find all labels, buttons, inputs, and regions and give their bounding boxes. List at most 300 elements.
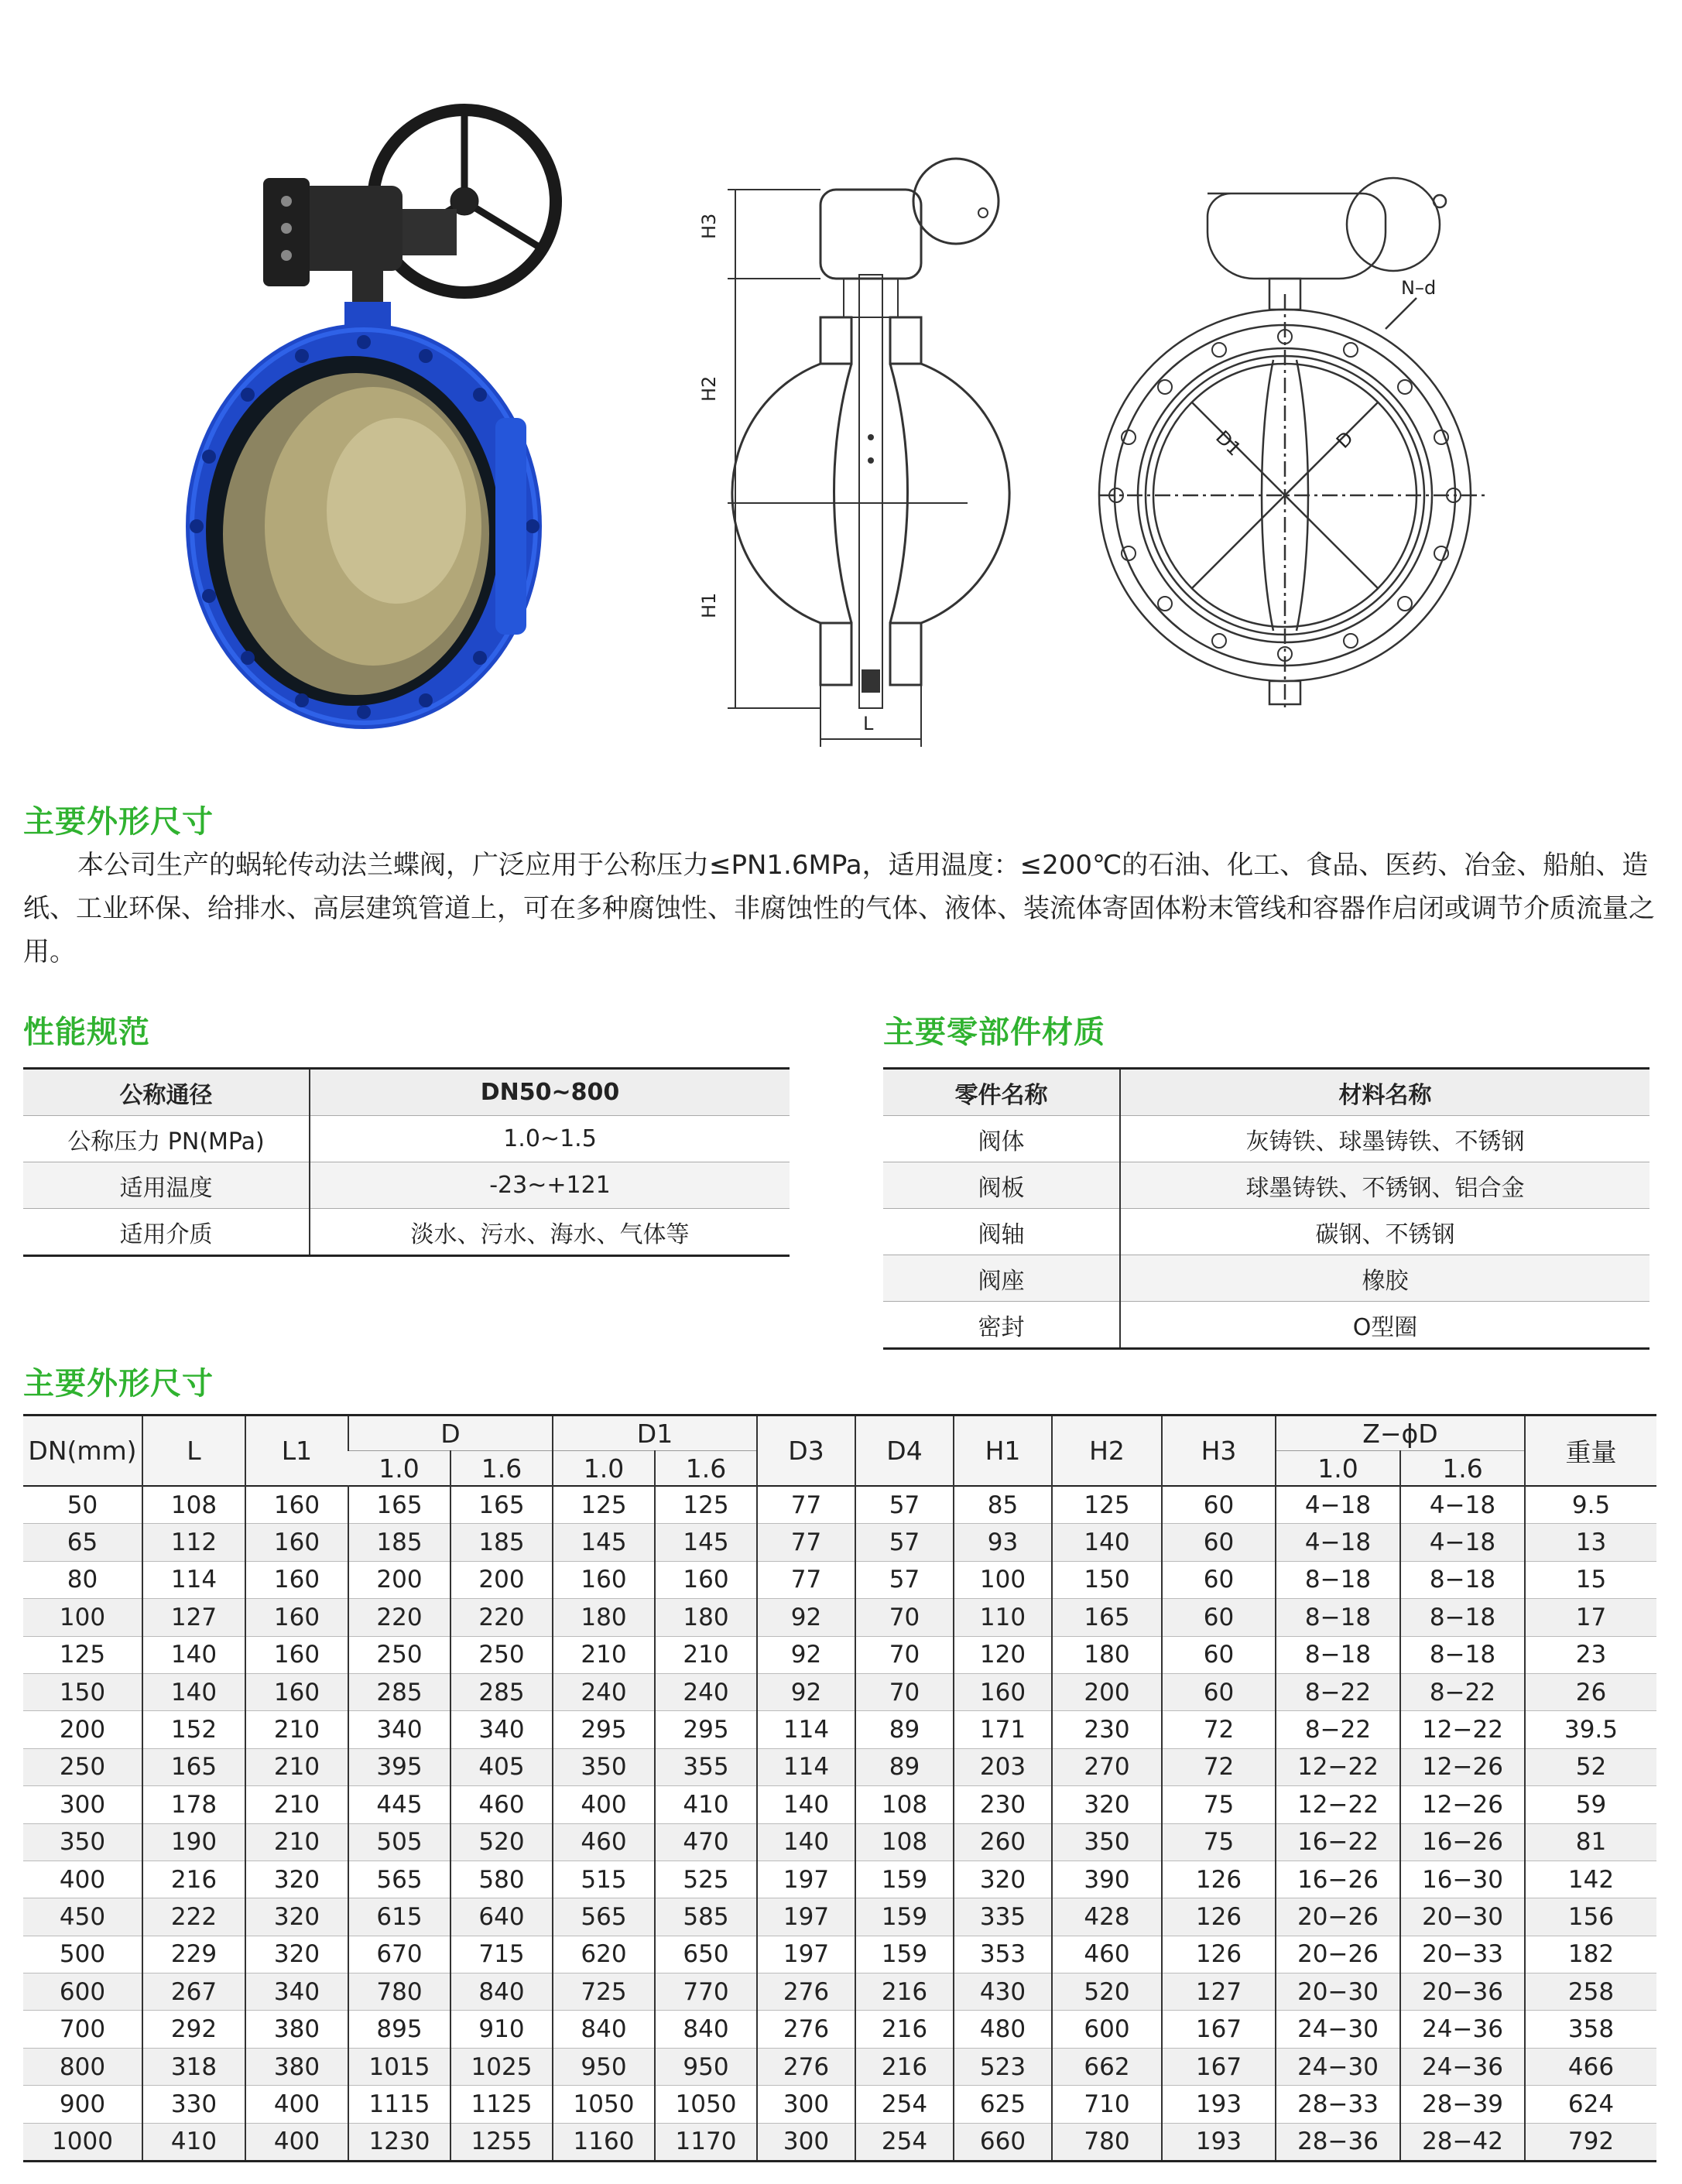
dimension-cell: 13 [1525,1524,1656,1561]
dimension-cell: 92 [757,1599,855,1636]
dimension-cell: 340 [450,1711,553,1748]
table-row [883,1302,1649,1349]
dimension-cell: 350 [23,1823,142,1861]
dimension-cell: 60 [1162,1673,1276,1710]
dimension-cell: 178 [142,1786,245,1823]
dimension-cell: 159 [855,1861,954,1898]
dimension-cell: 240 [655,1673,757,1710]
dimension-cell: 16−26 [1276,1861,1400,1898]
performance-cell: 适用温度 [23,1162,310,1209]
dimension-cell: 800 [23,2048,142,2085]
dimension-cell: 75 [1162,1823,1276,1861]
dimension-cell: 428 [1052,1898,1162,1936]
table-row [883,1162,1649,1209]
table-row [883,1255,1649,1302]
col-zd-10: 1.0 [1276,1451,1400,1487]
dimension-cell: 250 [348,1636,450,1673]
dimension-cell: 24−30 [1276,2011,1400,2048]
dimension-cell: 182 [1525,1936,1656,1973]
dimension-cell: 210 [245,1786,348,1823]
dimension-cell: 167 [1162,2048,1276,2085]
dimension-cell: 350 [1052,1823,1162,1861]
dimension-cell: 110 [954,1599,1052,1636]
dimension-cell: 197 [757,1898,855,1936]
intro-title: 主要外形尺寸 [23,804,214,840]
dimension-cell: 193 [1162,2086,1276,2123]
dimension-cell: 450 [23,1898,142,1936]
dimension-cell: 276 [757,2048,855,2085]
dimension-cell: 80 [67,1566,98,1594]
dimension-cell: 203 [954,1748,1052,1785]
dimension-cell: 72 [1162,1748,1276,1785]
dimension-cell: 114 [757,1711,855,1748]
dimension-cell: 405 [450,1748,553,1785]
dimension-cell: 20−26 [1276,1898,1400,1936]
dimension-cell: 4−18 [1400,1524,1525,1561]
dimension-cell: 17 [1525,1599,1656,1636]
dimension-cell: 77 [757,1561,855,1598]
dimension-cell: 780 [1052,2123,1162,2161]
dimension-cell: 57 [855,1561,954,1598]
materials-cell: O型圈 [1120,1302,1649,1349]
table-row [883,1209,1649,1255]
dimension-cell: 1125 [450,2086,553,2123]
dimension-cell: 662 [1052,2048,1162,2085]
dimension-cell: 625 [954,2086,1052,2123]
dimension-cell: 200 [348,1561,450,1598]
dimension-cell: 108 [855,1786,954,1823]
dimension-cell: 276 [757,2011,855,2048]
dimension-cell: 700 [59,2015,106,2044]
dimension-cell: 89 [855,1711,954,1748]
materials-cell: 球墨铸铁、不锈钢、铝合金 [1120,1162,1649,1209]
col-zd: Z−ϕD [1276,1415,1525,1451]
dimensions-title: 主要外形尺寸 [23,1366,214,1402]
dimension-cell: 126 [1162,1936,1276,1973]
dimension-cell: 159 [855,1936,954,1973]
materials-cell: 阀轴 [978,1220,1025,1248]
dimension-cell: 335 [954,1898,1052,1936]
dimension-cell: 28−39 [1400,2086,1525,2123]
dimension-cell: 780 [348,1973,450,2011]
dimension-cell: 400 [245,2123,348,2161]
col-d1-10: 1.0 [553,1451,655,1487]
dimension-cell: 160 [245,1673,348,1710]
table-row [23,1898,1656,1936]
dimension-cell: 93 [954,1524,1052,1561]
dimension-cell: 1255 [450,2123,553,2161]
dimension-cell: 60 [1162,1524,1276,1561]
dimension-cell: 725 [553,1973,655,2011]
dimension-cell: 216 [855,1973,954,2011]
dimension-cell: 400 [59,1865,106,1894]
dimension-cell: 200 [59,1716,106,1744]
dimension-cell: 585 [655,1898,757,1936]
dimension-cell: 320 [1052,1786,1162,1823]
dimension-cell: 9.5 [1525,1486,1656,1524]
dimension-cell: 210 [245,1711,348,1748]
dimension-cell: 1115 [348,2086,450,2123]
performance-header-value: DN50~800 [310,1069,790,1116]
table-row [23,2086,1656,2123]
dimension-cell: 160 [245,1561,348,1598]
dimension-cell: 523 [954,2048,1052,2085]
dimension-cell: 410 [655,1786,757,1823]
dimension-cell: 460 [450,1786,553,1823]
dimension-cell: 127 [1162,1973,1276,2011]
dimension-cell: 300 [757,2123,855,2161]
dimension-cell: 230 [1052,1711,1162,1748]
table-row [23,1599,1656,1636]
dimension-cell: 92 [757,1636,855,1673]
dimension-cell: 624 [1525,2086,1656,2123]
dimension-cell: 216 [142,1861,245,1898]
dimension-cell: 165 [1052,1599,1162,1636]
dimension-cell: 167 [1162,2011,1276,2048]
dimension-cell: 20−36 [1400,1973,1525,2011]
dimension-cell: 165 [348,1486,450,1524]
materials-cell: 阀座 [883,1255,1120,1302]
dimension-cell: 180 [1052,1636,1162,1673]
dimension-cell: 660 [954,2123,1052,2161]
dimension-cell: 840 [553,2011,655,2048]
col-d: D [348,1415,553,1451]
dimension-cell: 70 [855,1636,954,1673]
dimension-cell: 160 [245,1486,348,1524]
dimension-cell: 254 [855,2123,954,2161]
dimension-cell: 12−22 [1276,1786,1400,1823]
dimension-cell: 8−22 [1400,1673,1525,1710]
dimension-cell: 140 [757,1786,855,1823]
dimension-cell: 210 [655,1636,757,1673]
dimension-cell: 950 [553,2048,655,2085]
materials-cell: 碳钢、不锈钢 [1120,1209,1649,1255]
dimension-cell: 210 [245,1748,348,1785]
materials-title: 主要零部件材质 [883,1015,1105,1050]
dimension-cell: 520 [450,1823,553,1861]
dimension-cell: 12−22 [1400,1711,1525,1748]
dimensions-table [23,1414,1656,2162]
dimension-cell: 8−22 [1276,1673,1400,1710]
table-row [23,1209,790,1256]
dimension-cell: 200 [450,1561,553,1598]
dimension-cell: 267 [142,1973,245,2011]
dimension-cell: 515 [553,1861,655,1898]
dimension-cell: 229 [142,1936,245,1973]
side-section-drawing [698,174,991,755]
dimension-cell: 140 [757,1823,855,1861]
dimensions-body [23,1486,1656,2162]
dimension-cell: 1050 [655,2086,757,2123]
dimension-cell: 216 [855,2048,954,2085]
dimension-cell: 770 [655,1973,757,2011]
dimension-cell: 57 [855,1524,954,1561]
dimension-cell: 350 [553,1748,655,1785]
dimension-cell: 140 [142,1673,245,1710]
dimension-cell: 1170 [655,2123,757,2161]
dimension-cell: 152 [142,1711,245,1748]
dimension-cell: 565 [348,1861,450,1898]
dimension-cell: 792 [1525,2123,1656,2161]
dimension-cell: 108 [142,1486,245,1524]
col-d-16: 1.6 [450,1451,553,1487]
dimension-cell: 145 [553,1524,655,1561]
dimension-cell: 620 [553,1936,655,1973]
dimension-cell: 565 [553,1898,655,1936]
dimension-cell: 190 [142,1823,245,1861]
table-row [23,1786,1656,1823]
dimension-cell: 520 [1052,1973,1162,2011]
dimension-cell: 295 [655,1711,757,1748]
dimension-cell: 210 [553,1636,655,1673]
dimension-cell: 8−18 [1400,1561,1525,1598]
dimension-cell: 670 [348,1936,450,1973]
col-d1: D1 [553,1415,757,1451]
dimension-cell: 65 [23,1524,142,1561]
dimension-cell: 840 [450,1973,553,2011]
dimension-cell: 254 [855,2086,954,2123]
dimension-cell: 160 [245,1524,348,1561]
dimension-cell: 260 [954,1823,1052,1861]
dimension-cell: 108 [855,1823,954,1861]
dimension-cell: 171 [954,1711,1052,1748]
performance-cell: 公称压力 PN(MPa) [67,1128,265,1155]
dimension-cell: 600 [23,1973,142,2011]
dimension-cell: 142 [1525,1861,1656,1898]
dimension-cell: 8−18 [1400,1636,1525,1673]
dimension-cell: 250 [450,1636,553,1673]
col-h2: H2 [1052,1415,1162,1487]
dimension-cell: 4−18 [1400,1486,1525,1524]
dimension-cell: 460 [553,1823,655,1861]
col-d3: D3 [757,1415,855,1487]
dimension-cell: 1000 [23,2123,142,2161]
dimension-cell: 180 [553,1599,655,1636]
dimension-cell: 292 [142,2011,245,2048]
dimension-cell: 285 [348,1673,450,1710]
dimension-cell: 710 [1052,2086,1162,2123]
dimension-cell: 12−26 [1400,1748,1525,1785]
dimension-cell: 505 [348,1823,450,1861]
dimension-cell: 400 [553,1786,655,1823]
dimension-cell: 125 [59,1641,106,1669]
dimension-cell: 114 [757,1748,855,1785]
dimension-cell: 125 [1052,1486,1162,1524]
dimension-cell: 1160 [553,2123,655,2161]
dimension-cell: 200 [1052,1673,1162,1710]
dimension-cell: 910 [450,2011,553,2048]
dimension-cell: 340 [245,1973,348,2011]
dimension-cell: 8−22 [1276,1711,1400,1748]
col-dn: DN(mm) [23,1415,142,1487]
dimension-cell: 16−30 [1400,1861,1525,1898]
dimension-cell: 70 [855,1599,954,1636]
d1-label: D1 [1211,426,1245,460]
dimension-cell: 112 [142,1524,245,1561]
dimension-cell: 230 [954,1786,1052,1823]
dimension-cell: 72 [1162,1711,1276,1748]
dimension-cell: 59 [1525,1786,1656,1823]
dimension-cell: 120 [954,1636,1052,1673]
dimension-cell: 1015 [348,2048,450,2085]
dimension-cell: 89 [855,1748,954,1785]
dimension-cell: 222 [142,1898,245,1936]
dimension-cell: 470 [655,1823,757,1861]
table-row [883,1116,1649,1162]
col-h1: H1 [954,1415,1052,1487]
dimension-cell: 26 [1525,1673,1656,1710]
dimension-cell: 16−26 [1400,1823,1525,1861]
dimension-cell: 77 [757,1524,855,1561]
dimension-cell: 24−36 [1400,2011,1525,2048]
table-row [23,1823,1656,1861]
dimension-cell: 240 [553,1673,655,1710]
intro-text: 本公司生产的蜗轮传动法兰蝶阀，广泛应用于公称压力≤PN1.6MPa，适用温度：≤200℃的石油、化工、食品、医药、冶金、船舶、造纸、工业环保、给排水、高层建筑管道上，可在多种腐蚀性、非腐蚀性的气体、液体、装流体寄固体粉末管线和容器作启闭或调节介质流量之用。 [23,850,1655,967]
dimension-cell: 165 [450,1486,553,1524]
dimension-cell: 340 [348,1711,450,1748]
dimension-cell: 8−18 [1276,1636,1400,1673]
materials-cell: 阀体 [978,1128,1025,1155]
dimension-cell: 77 [757,1486,855,1524]
dimension-cell: 258 [1525,1973,1656,2011]
table-row [23,1973,1656,2011]
valve-photo [170,93,573,727]
dimension-cell: 320 [245,1861,348,1898]
dimension-cell: 4−18 [1276,1524,1400,1561]
materials-header-material: 材料名称 [1120,1069,1649,1116]
front-view-drawing [1084,139,1502,727]
dimension-cell: 395 [348,1748,450,1785]
performance-cell: 1.0~1.5 [310,1116,790,1162]
dimension-cell: 380 [245,2048,348,2085]
dimension-cell: 23 [1525,1636,1656,1673]
dimension-cell: 70 [855,1673,954,1710]
dimension-cell: 640 [450,1898,553,1936]
dimension-cell: 60 [1162,1636,1276,1673]
dimension-cell: 20−30 [1400,1898,1525,1936]
dimension-cell: 895 [348,2011,450,2048]
dimension-cell: 126 [1162,1898,1276,1936]
dimension-cell: 140 [1052,1524,1162,1561]
dimension-cell: 150 [1052,1561,1162,1598]
materials-cell: 灰铸铁、球墨铸铁、不锈钢 [1120,1116,1649,1162]
col-h3: H3 [1162,1415,1276,1487]
dimension-cell: 180 [655,1599,757,1636]
dimension-cell: 75 [1162,1786,1276,1823]
dimension-cell: 28−33 [1276,2086,1400,2123]
materials-cell: 阀板 [883,1162,1120,1209]
dimension-cell: 159 [855,1898,954,1936]
table-row [23,1936,1656,1973]
dimension-cell: 60 [1162,1599,1276,1636]
performance-cell: -23~+121 [310,1162,790,1209]
dimension-cell: 92 [757,1673,855,1710]
table-row [23,1673,1656,1710]
l-label: L [863,713,874,734]
dimension-cell: 100 [954,1561,1052,1598]
nd-label: N–d [1401,277,1437,299]
materials-header-part: 零件名称 [883,1069,1120,1116]
col-l: L [142,1415,245,1487]
dimension-cell: 410 [142,2123,245,2161]
dimension-cell: 445 [348,1786,450,1823]
performance-title: 性能规范 [23,1015,150,1050]
dimension-cell: 60 [1162,1561,1276,1598]
dimension-cell: 114 [142,1561,245,1598]
dimension-cell: 1230 [348,2123,450,2161]
dimension-cell: 1025 [450,2048,553,2085]
dimension-cell: 145 [655,1524,757,1561]
col-l1: L1 [245,1415,348,1487]
dimension-cell: 250 [23,1748,142,1785]
dimension-cell: 20−30 [1276,1973,1400,2011]
dimension-cell: 160 [954,1673,1052,1710]
dimension-cell: 156 [1525,1898,1656,1936]
dimension-cell: 24−36 [1400,2048,1525,2085]
dimension-cell: 330 [142,2086,245,2123]
dimension-cell: 197 [757,1861,855,1898]
dimension-cell: 193 [1162,2123,1276,2161]
dimension-cell: 380 [245,2011,348,2048]
dimension-cell: 15 [1525,1561,1656,1598]
h2-label: H2 [698,375,720,402]
dimension-cell: 650 [655,1936,757,1973]
col-d-10: 1.0 [348,1451,450,1487]
dimension-cell: 300 [59,1790,106,1819]
table-row [23,2123,1656,2161]
dimension-cell: 160 [553,1561,655,1598]
dimension-cell: 12−22 [1276,1748,1400,1785]
dimension-cell: 12−26 [1400,1786,1525,1823]
dimension-cell: 125 [655,1486,757,1524]
dimension-cell: 355 [655,1748,757,1785]
performance-header-name: 公称通径 [23,1069,310,1116]
dimension-cell: 270 [1052,1748,1162,1785]
dimension-cell: 220 [348,1599,450,1636]
dimension-cell: 4−18 [1276,1486,1400,1524]
table-row [23,1561,1656,1598]
materials-cell: 橡胶 [1120,1255,1649,1302]
col-weight: 重量 [1525,1415,1656,1487]
dimension-cell: 580 [450,1861,553,1898]
dimension-cell: 715 [450,1936,553,1973]
table-row [23,1748,1656,1785]
dimension-cell: 320 [245,1898,348,1936]
table-row [23,1711,1656,1748]
table-row [23,2011,1656,2048]
dimension-cell: 39.5 [1525,1711,1656,1748]
dimension-cell: 320 [245,1936,348,1973]
dimension-cell: 50 [67,1491,98,1519]
col-d4: D4 [855,1415,954,1487]
materials-table [883,1067,1649,1350]
materials-cell: 密封 [978,1313,1025,1341]
h1-label: H1 [698,592,720,618]
dimension-cell: 1050 [553,2086,655,2123]
dimension-cell: 24−30 [1276,2048,1400,2085]
performance-table [23,1067,790,1257]
table-row [23,1524,1656,1561]
dimension-cell: 480 [954,2011,1052,2048]
dimension-cell: 400 [245,2086,348,2123]
dimension-cell: 318 [142,2048,245,2085]
dimension-cell: 127 [142,1599,245,1636]
dimension-cell: 900 [59,2090,106,2118]
dimension-cell: 358 [1525,2011,1656,2048]
dimension-cell: 8−18 [1276,1561,1400,1598]
dimension-cell: 85 [954,1486,1052,1524]
col-d1-16: 1.6 [655,1451,757,1487]
